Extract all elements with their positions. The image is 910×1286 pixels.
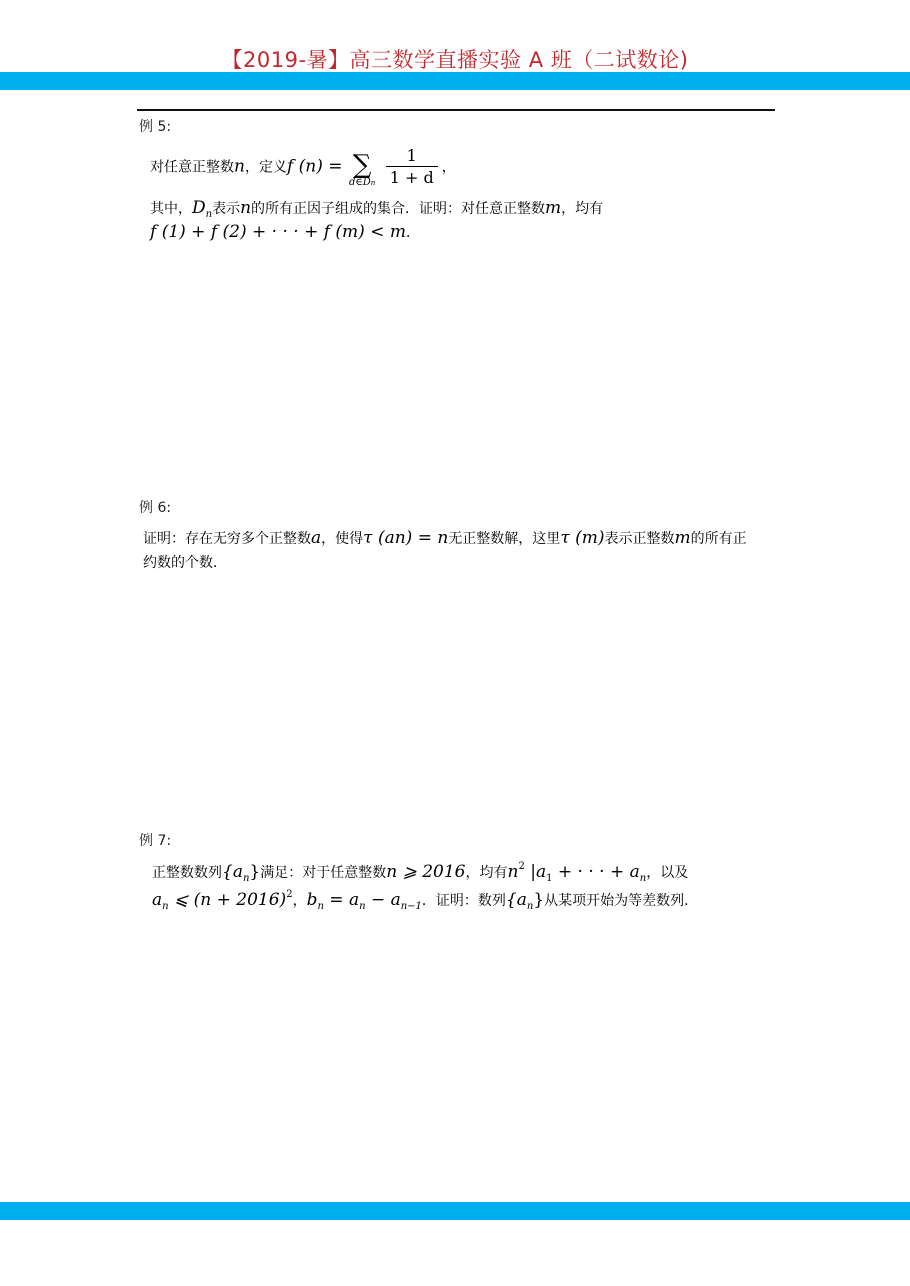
ex7-text: ， — [292, 893, 307, 909]
fraction-numerator: 1 — [386, 146, 438, 167]
ex7-math-sub: n — [162, 901, 169, 912]
example-7-problem — [137, 855, 772, 919]
ex6-math: a — [311, 528, 322, 548]
ex6-math: τ (an) = n — [363, 528, 449, 548]
ex7-math-sub: n−1 — [400, 901, 422, 912]
ex5-math: f (1) + f (2) + · · · + f (m) < m — [150, 222, 406, 242]
ex5-text: ． — [405, 225, 420, 241]
ex7-text: ，以及 — [646, 865, 689, 881]
ex5-text: 表示 — [212, 201, 241, 217]
example-5-line-3 — [150, 222, 420, 242]
ex7-math: |a — [524, 862, 547, 882]
ex5-text: 其中， — [150, 201, 192, 217]
ex7-math: } — [249, 862, 261, 882]
ex7-math: {a — [505, 890, 527, 910]
example-5-line-2 — [150, 198, 603, 221]
ex7-math-sub: n — [639, 873, 647, 884]
ex7-text: 从某项开始为等差数列． — [544, 893, 699, 909]
example-7-line-2 — [152, 889, 698, 913]
ex5-text: ，均有 — [561, 201, 604, 217]
example-6-problem — [137, 522, 772, 582]
ex7-math: b — [306, 890, 318, 910]
fraction — [386, 146, 438, 189]
ex7-math: } — [533, 890, 545, 910]
ex7-math-sub: n — [526, 901, 534, 912]
page-header-title: 【2019-暑】高三数学直播实验 A 班（二试数论) — [221, 48, 689, 72]
ex7-math: ⩽ (n + 2016) — [168, 890, 287, 910]
example-6-line-2 — [143, 555, 227, 572]
ex5-math: f (n) = — [286, 156, 343, 177]
summation — [348, 149, 376, 188]
ex5-math: n — [240, 198, 252, 218]
ex7-text: 正整数数列 — [152, 865, 222, 881]
ex5-math-sub: n — [205, 209, 213, 220]
ex5-text: ， — [441, 159, 456, 176]
example-7-line-1 — [152, 861, 688, 885]
ex7-math: a — [152, 890, 163, 910]
ex5-text: 对任意正整数 — [150, 159, 234, 176]
ex7-math-sub: n — [359, 901, 366, 912]
example-6-line-1 — [143, 528, 747, 548]
ex7-math-sup: 2 — [286, 889, 293, 900]
fraction-denominator: 1 + d — [389, 168, 434, 187]
ex7-text: 满足：对于任意整数 — [260, 865, 387, 881]
ex6-text: 的所有正 — [690, 531, 747, 547]
ex7-math: + · · · + a — [552, 862, 640, 882]
example-5-label: 例 5: — [139, 119, 172, 135]
ex7-text: ，均有 — [465, 865, 508, 881]
ex7-math: = a — [323, 890, 360, 910]
ex6-math: τ (m) — [560, 528, 605, 548]
ex5-text: ，定义 — [244, 159, 287, 176]
sum-sign: ∑ — [352, 149, 372, 180]
ex7-math-sub: n — [242, 873, 250, 884]
sum-index: d∈Dn — [348, 176, 376, 188]
ex5-math: n — [234, 156, 245, 177]
ex7-text: ．证明：数列 — [421, 893, 506, 909]
top-accent-band — [0, 72, 910, 90]
ex5-text: 的所有正因子组成的集合．证明：对任意正整数 — [251, 201, 546, 217]
ex6-text: ，使得 — [321, 531, 364, 547]
example-5-line-1 — [150, 146, 456, 189]
ex7-math: {a — [222, 862, 243, 882]
ex7-math: n — [507, 862, 519, 882]
ex5-math: m — [545, 198, 562, 218]
ex6-text: 约数的个数． — [143, 555, 227, 571]
ex7-math-sup: 2 — [518, 861, 525, 872]
ex5-math: D — [192, 198, 206, 218]
example-7-label: 例 7: — [139, 833, 172, 849]
ex6-text: 表示正整数 — [604, 531, 675, 547]
ex7-math: n ⩾ 2016 — [386, 862, 466, 882]
example-6-label: 例 6: — [139, 500, 172, 516]
ex6-math: m — [674, 528, 691, 548]
ex7-math-sub: 1 — [546, 873, 553, 884]
ex6-text: 无正整数解，这里 — [448, 531, 561, 547]
ex7-math: − a — [365, 890, 401, 910]
example-5-problem — [137, 140, 772, 260]
ex7-math-sub: n — [317, 901, 324, 912]
ex6-text: 证明：存在无穷多个正整数 — [143, 531, 311, 547]
header-rule — [137, 109, 775, 111]
bottom-accent-band — [0, 1202, 910, 1220]
